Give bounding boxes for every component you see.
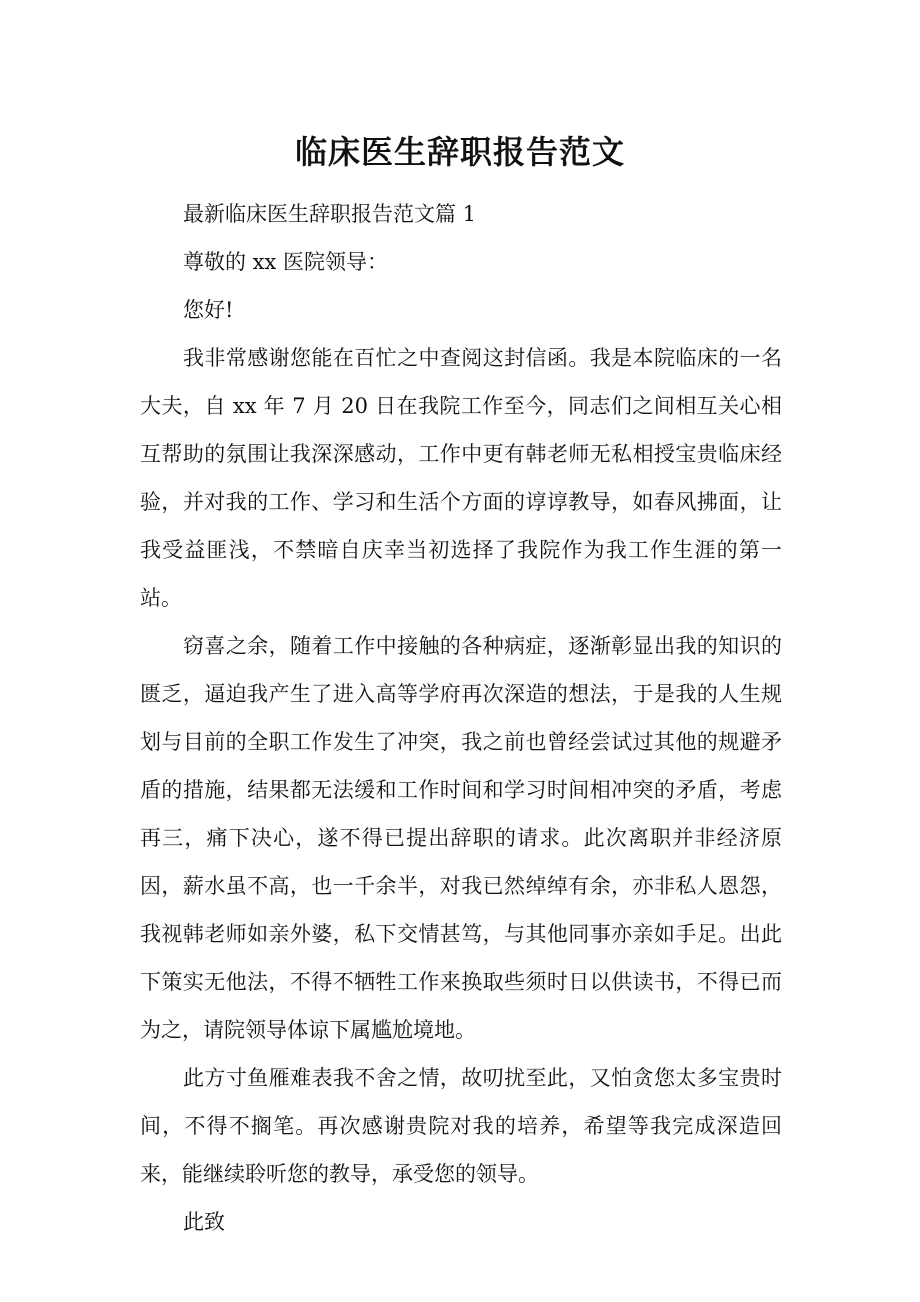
document-subtitle: 最新临床医生辞职报告范文篇 1 [183, 202, 477, 226]
document-title: 临床医生辞职报告范文 [294, 133, 625, 171]
document-body [140, 190, 782, 1246]
paragraph-3: 此方寸鱼雁难表我不舍之情，故叨扰至此，又怕贪您太多宝贵时间，不得不搁笔。再次感谢贵院对我的培养，希望等我完成深造回来，能继续聆听您的教导，承受您的领导。 [140, 1066, 782, 1186]
closing: 此致 [183, 1210, 225, 1234]
greeting: 您好! [183, 298, 234, 322]
salutation: 尊敬的 xx 医院领导： [183, 250, 389, 274]
paragraph-1: 我非常感谢您能在百忙之中查阅这封信函。我是本院临床的一名大夫，自 xx 年 7 月 20 日在我院工作至今，同志们之间相互关心相互帮助的氛围让我深深感动，工作中更有韩老师无私相授宝贵临床经验，并对我的工作、学习和生活个方面的谆谆教导，如春风拂面，让我受益匪浅，不禁暗自庆幸当初选择了我院作为我工作生涯的第一站。 [140, 346, 782, 610]
paragraph-2: 窃喜之余，随着工作中接触的各种病症，逐渐彰显出我的知识的匮乏，逼迫我产生了进入高等学府再次深造的想法，于是我的人生规划与目前的全职工作发生了冲突，我之前也曾经尝试过其他的规避矛盾的措施，结果都无法缓和工作时间和学习时间相冲突的矛盾，考虑再三，痛下决心，遂不得已提出辞职的请求。此次离职并非经济原因，薪水虽不高，也一千余半，对我已然绰绰有余，亦非私人恩怨，我视韩老师如亲外婆，私下交情甚笃，与其他同事亦亲如手足。出此下策实无他法，不得不牺牲工作来换取些须时日以供读书，不得已而为之，请院领导体谅下属尴尬境地。 [140, 634, 782, 1042]
